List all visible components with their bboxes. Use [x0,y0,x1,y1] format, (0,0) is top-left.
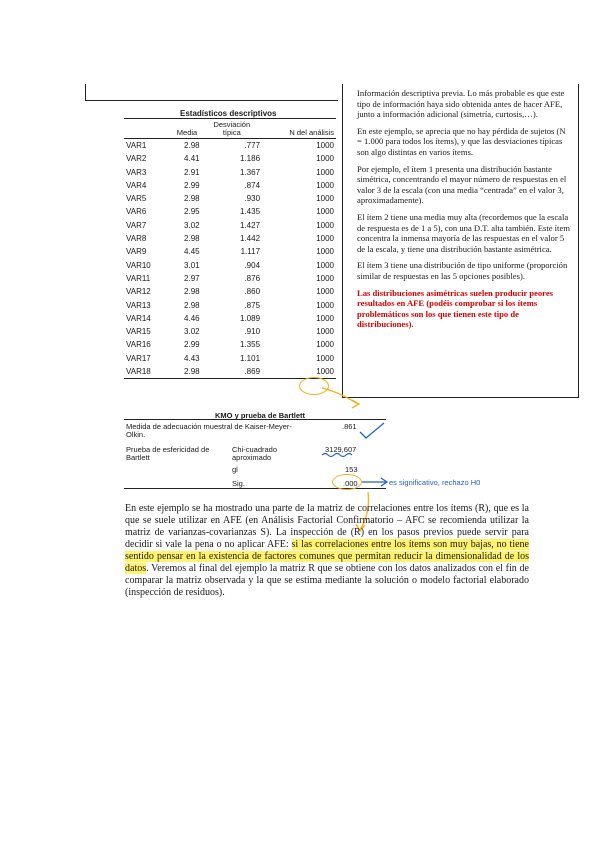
row-var-cell: VAR3 [126,167,147,177]
row-n-cell: 1000 [316,167,334,177]
table-row [124,139,336,153]
chi-value: 3129,607 [325,445,357,454]
table-row [124,219,336,232]
row-sd-cell: 1.101 [240,353,261,363]
row-var-cell: VAR6 [126,207,147,217]
row-mean-cell: 2.91 [184,167,200,177]
row-sd-cell: 1.117 [240,247,261,257]
bartlett-label: Prueba de esfericidad de Bartlett [126,445,210,462]
row-var-cell: VAR14 [126,313,151,323]
row-sd-cell: 1.355 [240,340,261,350]
row-mean-cell: 4.43 [184,353,200,363]
table-row [124,259,336,272]
row-n-cell: 1000 [316,180,334,190]
kmo-value: .861 [342,422,357,431]
n-circle-annotation [299,377,329,395]
row-n-cell: 1000 [316,340,334,350]
row-mean-cell: 2.98 [184,367,200,377]
main-paragraph [125,503,529,599]
row-mean-cell: 2.95 [184,207,200,217]
row-mean-cell: 4.45 [184,247,200,257]
header-mean: Media [176,128,198,137]
row-var-cell: VAR8 [126,234,147,244]
row-n-cell: 1000 [316,234,334,244]
main-text-part-1: En este ejemplo se ha mostrado una parte de la matriz de correlaciones entre los ítems (R), que es la que se suele utilizar en AFE (en Análisis Factorial Confirmatorio – AFC se recomienda utilizar la matriz de varianzas-covarianzas S). La inspección de (R) en los pasos previos puede servir para decidir si vale la pena o no aplicar AFE: [125,503,529,550]
row-var-cell: VAR4 [126,180,147,190]
kmo-label: Medida de adecuación muestral de Kaiser-Meyer-Olkin. [126,422,292,439]
row-sd-cell: 1.442 [240,234,261,244]
row-var-cell: VAR15 [126,327,151,337]
row-mean-cell: 2.98 [184,287,200,297]
row-mean-cell: 2.99 [184,340,200,350]
descriptives-header-row [124,119,336,139]
row-mean-cell: 2.98 [184,141,200,150]
row-n-cell: 1000 [316,273,334,283]
commentary-box [342,84,579,398]
gl-label: gl [232,465,238,474]
commentary-warning: Las distribuciones asimétricas suelen producir peores resultados en AFE (podéis comprobar si los ítems problemáticos son los que tienen este tipo de distribuciones). [357,287,553,330]
commentary-paragraph-3: Por ejemplo, el ítem 1 presenta una distribución bastante simétrica, concentrando el mayor número de respuestas en el valor 3 de la escala (con una media “centrada” en el valor 3, aproximadamente). [357,163,567,206]
row-n-cell: 1000 [316,194,334,204]
descriptives-title: Estadísticos descriptivos [180,109,277,118]
row-n-cell: 1000 [316,313,334,323]
row-var-cell: VAR5 [126,194,147,204]
commentary-paragraph-2: En este ejemplo, se aprecia que no hay pérdida de sujetos (N = 1.000 para todos los ítems), y que las desviaciones típicas son algo distintas en varios ítems. [357,125,566,157]
row-sd-cell: .930 [244,194,261,204]
row-var-cell: VAR9 [126,247,147,257]
row-n-cell: 1000 [316,260,334,270]
row-mean-cell: 2.97 [184,273,200,283]
row-sd-cell: .904 [244,260,261,270]
row-sd-cell: .777 [244,141,261,150]
table-row [124,205,336,218]
table-row [124,285,336,298]
row-n-cell: 1000 [316,327,334,337]
header-sd: Desviación típica [213,120,251,137]
row-n-cell: 1000 [316,367,334,377]
main-text-part-2: . Veremos al final del ejemplo la matriz R que se obtiene con los datos analizados con el fin de comparar la matriz observada y la que se estima mediante la solución o modelo factorial elaborado (inspección de residuos). [125,563,529,598]
row-var-cell: VAR12 [126,287,151,297]
row-sd-cell: 1.435 [240,207,261,217]
top-bracket-line [85,84,338,101]
descriptives-table [124,118,336,379]
row-n-cell: 1000 [316,220,334,230]
row-sd-cell: .874 [244,180,261,190]
table-row [124,299,336,312]
table-row [124,272,336,285]
row-sd-cell: .875 [244,300,261,310]
row-mean-cell: 2.98 [184,300,200,310]
row-sd-cell: .860 [244,287,261,297]
sig-circle-annotation [332,474,362,490]
chi-label: Chi-cuadrado aproximado [232,445,278,462]
row-sd-cell: .910 [244,327,261,337]
table-row [124,192,336,205]
row-var-cell: VAR7 [126,220,147,230]
sig-note: es significativo, rechazo H0 [389,478,481,487]
table-row [124,152,336,165]
row-n-cell: 1000 [316,300,334,310]
row-var-cell: VAR13 [126,300,151,310]
row-sd-cell: 1.089 [240,313,261,323]
table-row [124,179,336,192]
row-mean-cell: 3.01 [184,260,200,270]
row-n-cell: 1000 [316,353,334,363]
descriptives-body [124,139,336,379]
kmo-title: KMO y prueba de Bartlett [215,411,306,420]
row-mean-cell: 4.41 [184,154,200,164]
row-var-cell: VAR2 [126,154,147,164]
row-n-cell: 1000 [316,247,334,257]
table-row [124,338,336,351]
row-var-cell: VAR17 [126,353,151,363]
row-sd-cell: 1.186 [240,154,261,164]
row-mean-cell: 4.46 [184,313,200,323]
row-var-cell: VAR1 [126,141,147,150]
row-n-cell: 1000 [316,141,334,150]
table-row [124,245,336,258]
row-mean-cell: 2.99 [184,180,200,190]
sig-value: .000 [343,479,358,488]
sig-label: Sig. [232,479,245,488]
table-row [124,352,336,365]
table-row [124,325,336,338]
row-mean-cell: 3.02 [184,220,200,230]
row-n-cell: 1000 [316,154,334,164]
row-n-cell: 1000 [316,207,334,217]
row-mean-cell: 2.98 [184,234,200,244]
table-row [124,312,336,325]
commentary-paragraph-5: El ítem 3 tiene una distribución de tipo uniforme (proporción similar de respuestas en las 5 opciones posibles). [357,260,568,281]
row-mean-cell: 2.98 [184,194,200,204]
table-row [124,166,336,179]
row-sd-cell: 1.427 [240,220,261,230]
yellow-arrow-head [352,400,359,408]
row-var-cell: VAR18 [126,367,151,377]
row-var-cell: VAR16 [126,340,151,350]
row-mean-cell: 3.02 [184,327,200,337]
main-text-highlight: si las correlaciones entre los ítems son muy bajas, no tiene sentido pensar en la existencia de factores comunes que permitan reducir la dimensionalidad de los datos [125,539,529,574]
table-row [124,232,336,245]
header-n: N del análisis [289,128,334,137]
row-sd-cell: .876 [244,273,261,283]
row-var-cell: VAR10 [126,260,151,270]
header-var [124,119,172,139]
commentary-paragraph-1: Información descriptiva previa. Lo más probable es que este tipo de información haya sido obtenida antes de hacer AFE, junto a información adicional (simetría, curtosis,…). [357,88,565,120]
table-row [124,365,336,379]
commentary-paragraph-4: El ítem 2 tiene una media muy alta (recordemos que la escala de respuesta es de 1 a 5), con una D.T. alta también. Este ítem concentra la inmensa mayoría de las respuestas en el valor 5 de la escala, y tiene una distribución bastante asimétrica. [357,211,570,254]
gl-value: 153 [345,465,358,474]
row-sd-cell: 1.367 [240,167,261,177]
row-sd-cell: .869 [244,367,261,377]
row-n-cell: 1000 [316,287,334,297]
row-var-cell: VAR11 [126,273,151,283]
